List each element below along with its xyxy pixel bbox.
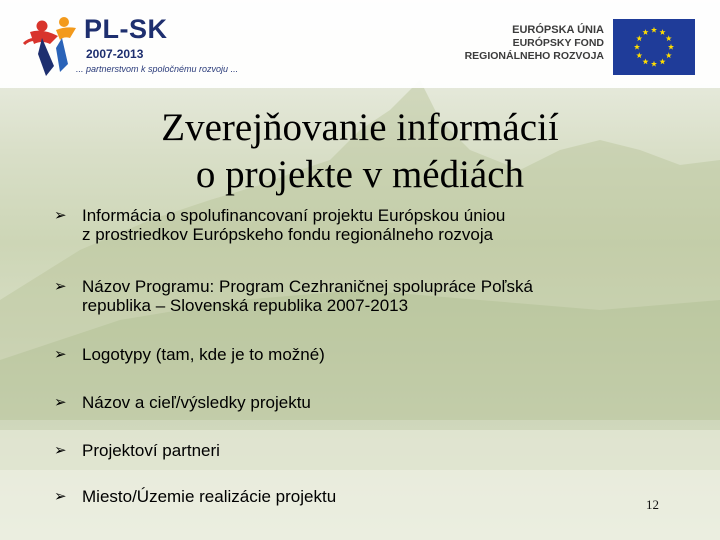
- bullet-item: [54, 487, 336, 506]
- bullet-item: [54, 277, 533, 315]
- bullet-text: Projektoví partneri: [82, 441, 220, 460]
- bullet-text: Názov a cieľ/výsledky projektu: [82, 393, 311, 412]
- slide-title: [90, 104, 630, 198]
- eu-flag-icon: [613, 19, 695, 75]
- eu-fund-text: [465, 24, 604, 63]
- eu-logo-line-1: EURÓPSKA ÚNIA: [512, 24, 604, 36]
- bullet-item: [54, 441, 220, 460]
- eu-logo-line-3: REGIONÁLNEHO ROZVOJA: [464, 50, 604, 62]
- slide-title-line-2: o projekte v médiách: [195, 153, 525, 196]
- eu-logo-line-2: EURÓPSKY FOND: [512, 37, 604, 49]
- slide-title-line-1: Zverejňovanie informácií: [161, 106, 559, 149]
- arrow-bullet-icon: ➢: [54, 277, 67, 295]
- arrow-bullet-icon: ➢: [54, 206, 67, 224]
- bullet-text: Logotypy (tam, kde je to možné): [82, 345, 325, 364]
- bullet-item: [54, 345, 325, 364]
- arrow-bullet-icon: ➢: [54, 441, 67, 459]
- page-number: 12: [646, 497, 659, 512]
- arrow-bullet-icon: ➢: [54, 345, 67, 363]
- bullet-text: Miesto/Územie realizácie projektu: [82, 487, 337, 506]
- arrow-bullet-icon: ➢: [54, 487, 67, 505]
- bullet-text: Informácia o spolufinancovaní projektu Európskou úniou z prostriedkov Európskeho fondu regionálneho rozvoja: [82, 206, 506, 244]
- arrow-bullet-icon: ➢: [54, 393, 67, 411]
- bullet-text: Názov Programu: Program Cezhraničnej spolupráce Poľská republika – Slovenská republika 2007-2013: [82, 277, 533, 315]
- bullet-item: [54, 206, 505, 244]
- program-logo-years: 2007-2013: [86, 47, 144, 61]
- bullet-item: [54, 393, 311, 412]
- program-logo-title: PL-SK: [84, 14, 168, 44]
- program-logo-tagline: ... partnerstvom k spoločnému rozvoju ...: [76, 64, 239, 74]
